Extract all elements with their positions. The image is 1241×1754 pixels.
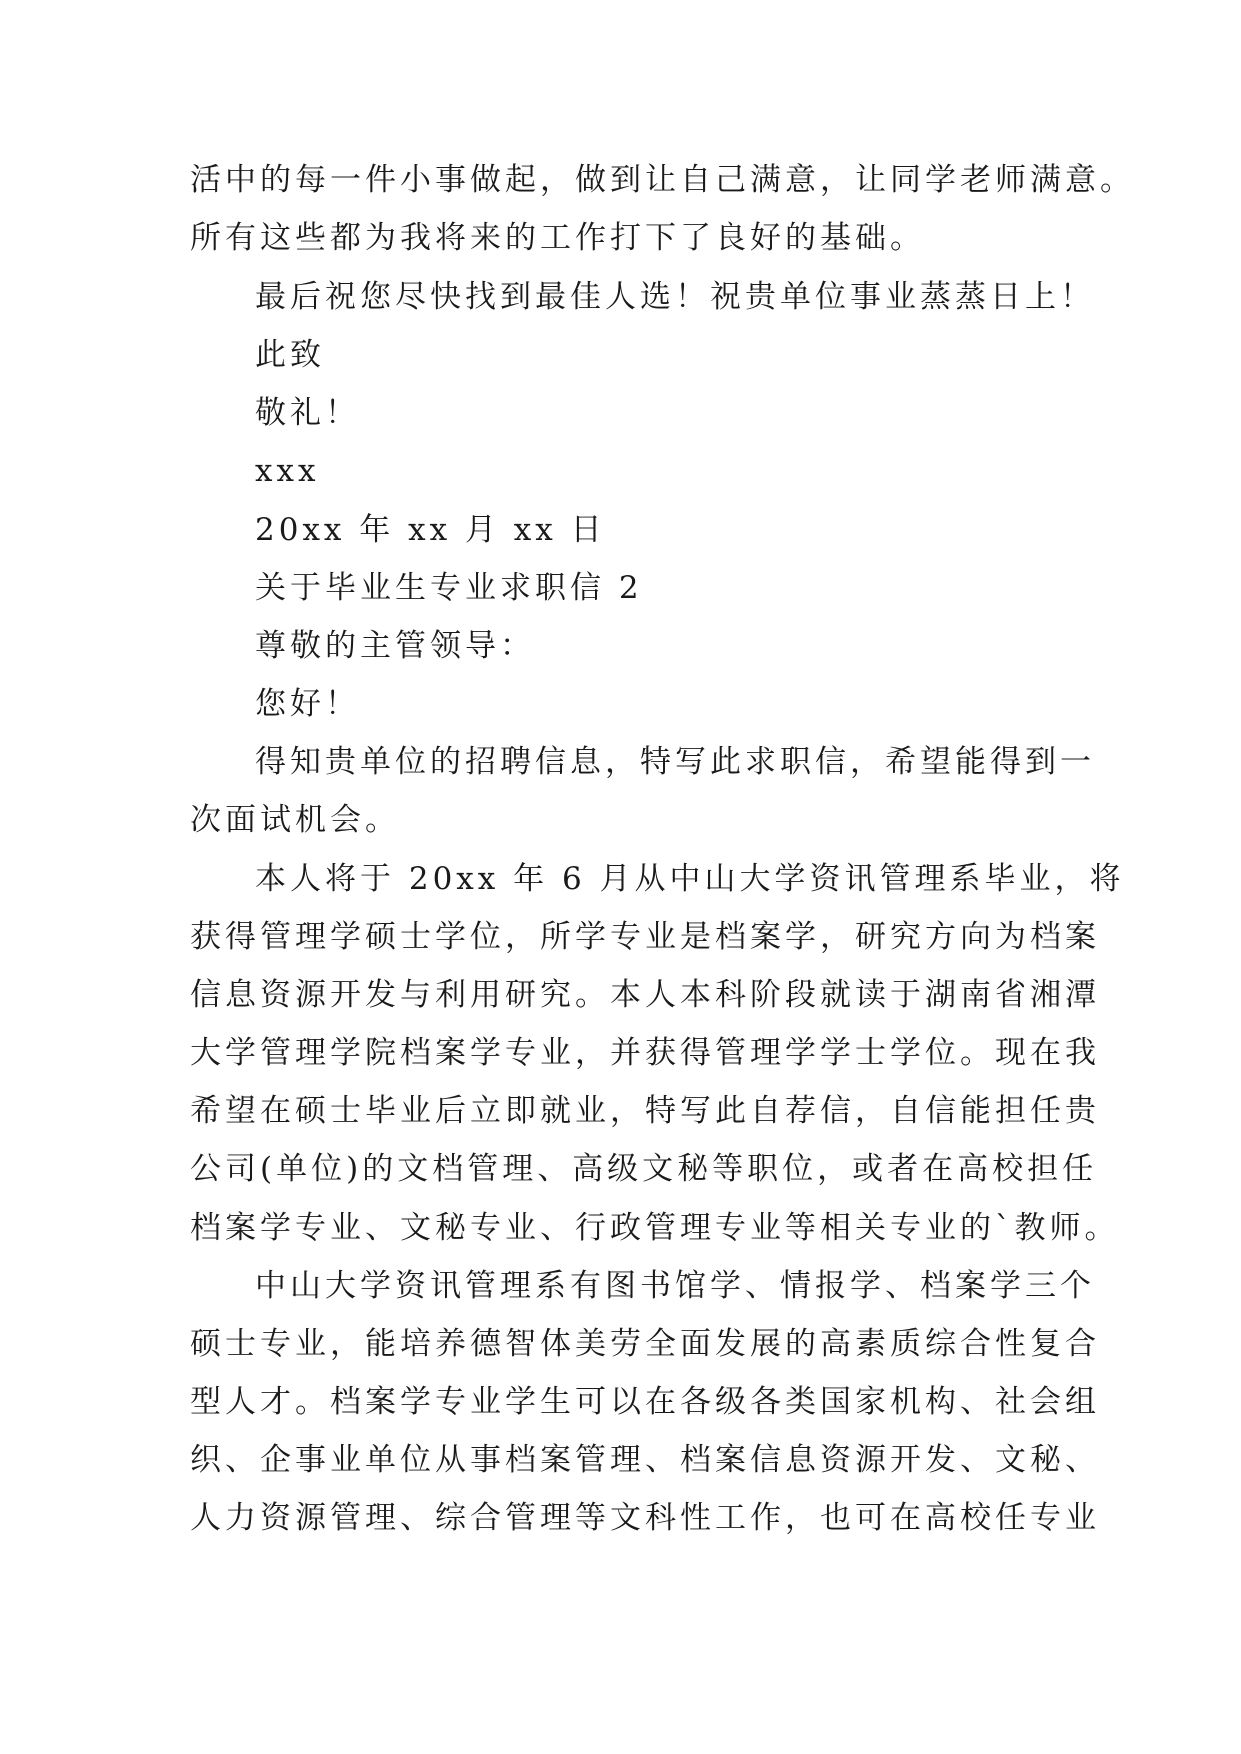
text-line: 中山大学资讯管理系有图书馆学、情报学、档案学三个 — [255, 1268, 1095, 1304]
text-line: 大学管理学院档案学专业，并获得管理学学士学位。现在我 — [190, 1035, 1100, 1071]
text-line: 希望在硕士毕业后立即就业，特写此自荐信，自信能担任贵 — [190, 1093, 1100, 1129]
salutation-closing: 此致 — [255, 337, 325, 373]
salutation-regards: 敬礼！ — [255, 395, 360, 431]
greeting-recipient: 尊敬的主管领导： — [255, 628, 535, 664]
text-line: 次面试机会。 — [190, 802, 400, 838]
text-line: 信息资源开发与利用研究。本人本科阶段就读于湖南省湘潭 — [190, 977, 1100, 1013]
signature-name: xxx — [255, 453, 320, 489]
text-line: 人力资源管理、综合管理等文科性工作，也可在高校任专业 — [190, 1500, 1100, 1536]
text-line: 织、企事业单位从事档案管理、档案信息资源开发、文秘、 — [190, 1442, 1100, 1478]
signature-date: 20xx 年 xx 月 xx 日 — [255, 512, 606, 548]
text-line: 公司(单位)的文档管理、高级文秘等职位，或者在高校担任 — [190, 1151, 1098, 1187]
text-line: 活中的每一件小事做起，做到让自己满意，让同学老师满意。 — [190, 162, 1135, 198]
text-line: 硕士专业，能培养德智体美劳全面发展的高素质综合性复合 — [190, 1326, 1100, 1362]
text-line: 得知贵单位的招聘信息，特写此求职信，希望能得到一 — [255, 744, 1095, 780]
closing-wish: 最后祝您尽快找到最佳人选！祝贵单位事业蒸蒸日上！ — [255, 279, 1095, 315]
text-line: 型人才。档案学专业学生可以在各级各类国家机构、社会组 — [190, 1384, 1100, 1420]
text-line: 所有这些都为我将来的工作打下了良好的基础。 — [190, 220, 925, 256]
letter-title: 关于毕业生专业求职信 2 — [255, 570, 643, 606]
text-line: 获得管理学硕士学位，所学专业是档案学，研究方向为档案 — [190, 919, 1100, 955]
text-line: 本人将于 20xx 年 6 月从中山大学资讯管理系毕业，将 — [255, 861, 1125, 897]
text-line: 档案学专业、文秘专业、行政管理专业等相关专业的`教师。 — [190, 1210, 1120, 1246]
greeting-hello: 您好！ — [255, 686, 360, 722]
